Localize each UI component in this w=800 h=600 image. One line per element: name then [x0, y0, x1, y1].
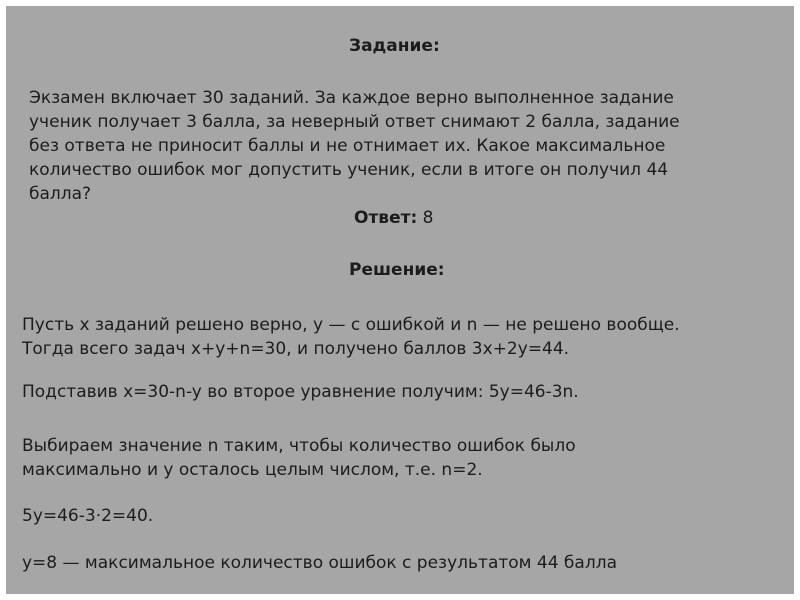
solution-line-6: 5y=46-3⋅2=40. [22, 506, 154, 526]
answer-label: Ответ: [354, 208, 418, 228]
task-heading: Задание: [349, 36, 440, 56]
answer-value: 8 [422, 208, 434, 228]
task-line-1: Экзамен включает 30 заданий. За каждое верно выполненное задание [29, 88, 674, 108]
answer-row [354, 206, 433, 230]
solution-line-4: Выбираем значение n таким, чтобы количество ошибок было [22, 436, 576, 456]
solution-heading: Решение: [349, 260, 445, 280]
task-line-3: без ответа не приносит баллы и не отнимает их. Какое максимальное [29, 136, 666, 156]
solution-line-1: Пусть x заданий решено верно, y — с ошибкой и n — не решено вообще. [22, 315, 680, 335]
solution-line-7: y=8 — максимальное количество ошибок с результатом 44 балла [22, 553, 617, 573]
task-line-2: ученик получает 3 балла, за неверный ответ снимают 2 балла, задание [29, 112, 680, 132]
task-line-4: количество ошибок мог допустить ученик, если в итоге он получил 44 [29, 160, 669, 180]
solution-line-2: Тогда всего задач x+y+n=30, и получено баллов 3x+2y=44. [22, 339, 570, 359]
solution-line-5: максимально и y осталось целым числом, т.е. n=2. [22, 460, 483, 480]
slide [6, 6, 794, 594]
task-line-5: балла? [29, 184, 92, 204]
solution-line-3: Подставив x=30-n-y во второе уравнение получим: 5y=46-3n. [22, 382, 579, 402]
